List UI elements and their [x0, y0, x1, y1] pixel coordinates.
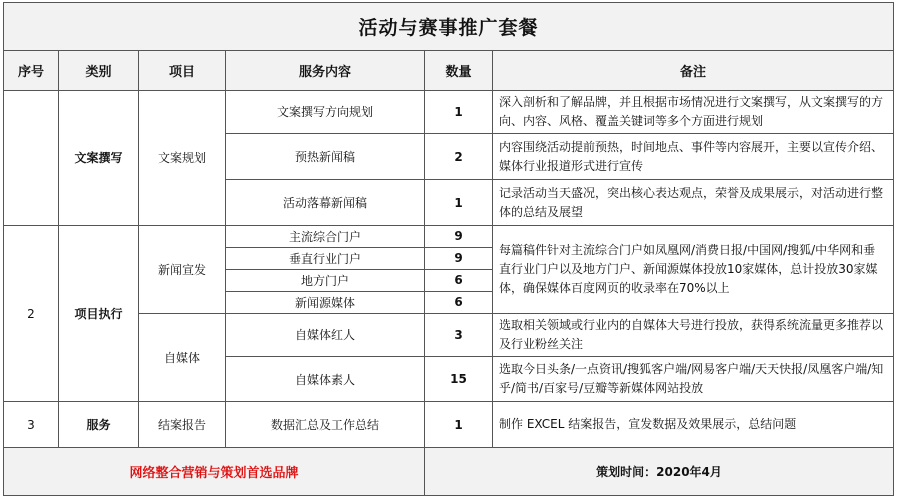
- service-item: 数据汇总及工作总结: [226, 402, 425, 448]
- note-text: 记录活动当天盛况，突出核心表达观点，荣誉及成果展示，对活动进行整体的总结及展望: [493, 180, 894, 226]
- quantity-value: 3: [425, 313, 493, 357]
- quantity-value: 1: [425, 180, 493, 226]
- service-item: 活动落幕新闻稿: [226, 180, 425, 226]
- project-name: 新闻宣发: [139, 226, 226, 314]
- section-category: 项目执行: [59, 226, 139, 402]
- quantity-value: 15: [425, 357, 493, 402]
- service-item: 预热新闻稿: [226, 134, 425, 180]
- section-index: [4, 90, 59, 225]
- note-text: 深入剖析和了解品牌，并且根据市场情况进行文案撰写，从文案撰写的方向、内容、风格、覆盖关键词等多个方面进行规划: [493, 90, 894, 134]
- header-project: 项目: [139, 50, 226, 90]
- quantity-value: 1: [425, 402, 493, 448]
- header-index: 序号: [4, 50, 59, 90]
- promotion-package-table: [3, 2, 894, 496]
- brand-slogan: 网络整合营销与策划首选品牌: [4, 447, 425, 495]
- note-text: 制作 EXCEL 结案报告，宣发数据及效果展示，总结问题: [493, 402, 894, 448]
- header-category: 类别: [59, 50, 139, 90]
- header-row: [4, 50, 894, 90]
- table-row: [4, 90, 894, 134]
- footer-row: [4, 447, 894, 495]
- project-name: 结案报告: [139, 402, 226, 448]
- section-index: 3: [4, 402, 59, 448]
- service-item: 自媒体素人: [226, 357, 425, 402]
- project-name: 自媒体: [139, 313, 226, 402]
- quantity-value: 9: [425, 226, 493, 248]
- service-item: 文案撰写方向规划: [226, 90, 425, 134]
- section-index: 2: [4, 226, 59, 402]
- note-text: 选取今日头条/一点资讯/搜狐客户端/网易客户端/天天快报/凤凰客户端/知乎/简书/百家号/豆瓣等新媒体网站投放: [493, 357, 894, 402]
- page-title: 活动与赛事推广套餐: [4, 3, 894, 51]
- header-service: 服务内容: [226, 50, 425, 90]
- table-row: [4, 402, 894, 448]
- service-item: 地方门户: [226, 269, 425, 291]
- service-item: 新闻源媒体: [226, 291, 425, 313]
- header-note: 备注: [493, 50, 894, 90]
- quantity-value: 1: [425, 90, 493, 134]
- note-text: 选取相关领域或行业内的自媒体大号进行投放，获得系统流量更多推荐以及行业粉丝关注: [493, 313, 894, 357]
- quantity-value: 6: [425, 269, 493, 291]
- section-category: 服务: [59, 402, 139, 448]
- service-item: 自媒体红人: [226, 313, 425, 357]
- table-row: [4, 226, 894, 248]
- project-name: 文案规划: [139, 90, 226, 225]
- plan-date: 策划时间：2020年4月: [425, 447, 894, 495]
- quantity-value: 2: [425, 134, 493, 180]
- note-text: 每篇稿件针对主流综合门户如凤凰网/消费日报/中国网/搜狐/中华网和垂直行业门户以及地方门户、新闻源媒体投放10家媒体，总计投放30家媒体，确保媒体百度网页的收录率在70%以上: [493, 226, 894, 314]
- section-category: 文案撰写: [59, 90, 139, 225]
- quantity-value: 6: [425, 291, 493, 313]
- header-quantity: 数量: [425, 50, 493, 90]
- quantity-value: 9: [425, 247, 493, 269]
- service-item: 主流综合门户: [226, 226, 425, 248]
- service-item: 垂直行业门户: [226, 247, 425, 269]
- note-text: 内容围绕活动提前预热，时间地点、事件等内容展开，主要以宣传介绍、媒体行业报道形式进行宣传: [493, 134, 894, 180]
